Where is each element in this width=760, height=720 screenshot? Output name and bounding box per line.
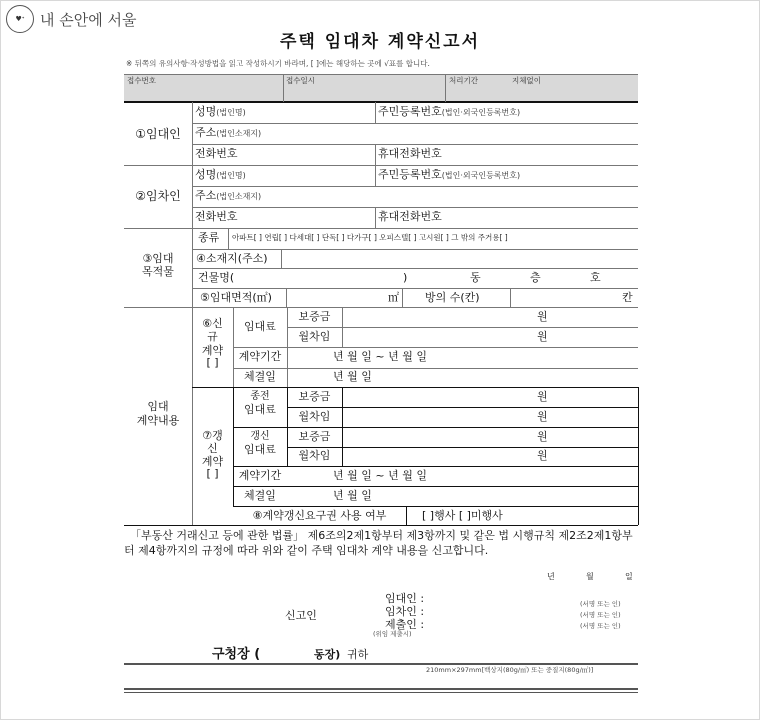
divider (124, 74, 638, 75)
form-note: ※ 뒤쪽의 유의사항·작성방법을 읽고 작성하시기 바라며, [ ]에는 해당하는 곳에 √표를 합니다. (126, 59, 430, 68)
divider (510, 288, 511, 307)
lessee-name-field[interactable] (195, 169, 246, 180)
statement-line-2: 터 제4항까지의 규정에 따라 위와 같이 주택 임대차 계약 내용을 신고합니다. (124, 544, 489, 557)
divider (192, 387, 638, 388)
receipt-no-label: 접수번호 (127, 76, 156, 85)
renewal-checkbox[interactable]: [ ] (206, 467, 219, 480)
property-type-options[interactable]: 아파트[ ] 연립[ ] 다세대[ ] 단독[ ] 다가구[ ] 오피스텔[ ] 고시원[ ] 그 밖의 주거용[ ] (232, 233, 508, 242)
divider (638, 387, 639, 525)
new-period-value[interactable]: 년 월 일 ~ 년 월 일 (333, 350, 427, 363)
property-label-2: 목적물 (142, 265, 174, 278)
statement-line-1: 「부동산 거래신고 등에 관한 법률」 제6조의2제1항부터 제3항까지 및 같은 법 시행규칙 제2조2제1항부 (130, 529, 633, 542)
paper-spec: 210mm×297mm[백상지(80g/㎡) 또는 중질지(80g/㎡)] (426, 666, 594, 674)
divider (124, 525, 638, 526)
divider (283, 74, 284, 102)
processing-period-label: 처리기간 (449, 76, 478, 85)
addressee-dong: 동장) (314, 648, 341, 661)
area-unit: ㎡ (388, 291, 399, 304)
building-name-close: ) (403, 271, 408, 284)
area-label: ⑤임대면적(㎡) (200, 291, 272, 304)
renew-monthly-label: 월차임 (298, 449, 331, 462)
divider (287, 407, 638, 408)
new-contract-label-1: ⑥신 (202, 317, 223, 330)
renew-deposit-label: 보증금 (298, 430, 331, 443)
field-sublabel: (법인소재지) (216, 192, 262, 201)
divider (124, 307, 638, 308)
lessor-address-field[interactable] (195, 127, 261, 138)
addressee-suffix: 귀하 (347, 648, 369, 661)
date-day[interactable]: 일 (625, 572, 633, 581)
lessee-id-field[interactable] (378, 169, 520, 180)
divider (375, 102, 376, 123)
divider (375, 207, 376, 228)
new-rent-label-1: 갱신 (250, 431, 270, 442)
rooms-unit: 칸 (622, 291, 633, 304)
reporter-submitter[interactable]: 제출인 : (385, 618, 425, 631)
field-sublabel: (법인명) (216, 171, 246, 180)
renewal-signed-label: 체결일 (244, 489, 276, 502)
lessor-mobile-field[interactable]: 휴대전화번호 (378, 147, 442, 160)
divider (124, 688, 638, 690)
divider (192, 123, 638, 124)
lessor-phone-field[interactable]: 전화번호 (195, 147, 238, 160)
divider (124, 692, 638, 693)
renewal-label-1: ⑦갱 (202, 429, 223, 442)
new-contract-label-3: 계약 (201, 344, 224, 357)
processing-period-value: 지체없이 (512, 76, 541, 85)
reporter-label: 신고인 (285, 609, 317, 622)
divider (192, 186, 638, 187)
divider (233, 506, 638, 507)
renewal-signed-value[interactable]: 년 월 일 (333, 489, 372, 502)
divider (406, 506, 407, 525)
field-label: 주민등록번호 (378, 168, 442, 181)
renewal-period-value[interactable]: 년 월 일 ~ 년 월 일 (333, 469, 427, 482)
divider (124, 663, 638, 665)
divider (192, 144, 638, 145)
divider (124, 101, 638, 103)
field-sublabel: (법인·외국인등록번호) (441, 108, 521, 117)
divider (192, 249, 638, 250)
divider (402, 288, 403, 307)
receipt-date-label: 접수일시 (286, 76, 315, 85)
ho-label: 호 (590, 271, 601, 284)
renewal-label-2: 신 (207, 442, 218, 455)
date-year[interactable]: 년 (547, 572, 555, 581)
new-deposit-won: 원 (537, 310, 548, 323)
divider (286, 288, 287, 307)
property-location-label: ④소재지(주소) (196, 252, 268, 265)
renewal-label-3: 계약 (201, 455, 224, 468)
addressee-head: 구청장 ( (212, 647, 261, 662)
divider (228, 228, 229, 249)
lessee-sign: (서명 또는 인) (580, 611, 621, 619)
header-row (124, 74, 638, 102)
lessee-phone-field[interactable]: 전화번호 (195, 210, 238, 223)
divider (124, 165, 638, 166)
form-title: 주택 임대차 계약신고서 (279, 32, 481, 52)
divider (192, 268, 638, 269)
divider (281, 249, 282, 268)
prev-monthly-won: 원 (537, 410, 548, 423)
new-monthly-won: 원 (537, 330, 548, 343)
field-label: 주민등록번호 (378, 105, 442, 118)
new-period-label: 계약기간 (238, 350, 282, 363)
divider (124, 228, 638, 229)
date-month[interactable]: 월 (586, 572, 594, 581)
lessee-label: ②임차인 (135, 189, 181, 203)
contract-label-1: 임대 (147, 400, 169, 413)
divider (233, 347, 638, 348)
new-signed-label: 체결일 (244, 370, 276, 383)
divider (192, 207, 638, 208)
property-label-1: ③임대 (142, 252, 174, 265)
renewal-right-label: ⑧계약갱신요구권 사용 여부 (252, 509, 387, 522)
renewal-period-label: 계약기간 (238, 469, 282, 482)
new-monthly-label: 월차임 (298, 330, 331, 343)
contract-label-2: 계약내용 (136, 414, 180, 427)
new-deposit-label: 보증금 (298, 310, 331, 323)
field-sublabel: (법인소재지) (216, 129, 262, 138)
renewal-right-options[interactable]: [ ]행사 [ ]미행사 (422, 509, 503, 522)
building-name-label: 건물명( (198, 271, 235, 284)
renew-monthly-won: 원 (537, 449, 548, 462)
prev-rent-label-2: 임대료 (244, 403, 276, 416)
dong-label: 동 (470, 271, 481, 284)
divider (192, 288, 638, 289)
prev-rent-label-1: 종전 (250, 391, 270, 402)
divider (233, 368, 638, 369)
reporter-lessor[interactable]: 임대인 : (385, 592, 425, 605)
rooms-label: 방의 수(칸) (425, 291, 480, 304)
prev-deposit-label: 보증금 (298, 390, 331, 403)
floor-label: 층 (530, 271, 541, 284)
new-contract-checkbox[interactable]: [ ] (206, 356, 219, 369)
divider (287, 327, 638, 328)
lessee-address-field[interactable] (195, 190, 261, 201)
divider (287, 347, 288, 387)
divider (375, 144, 376, 186)
field-label: 주소 (195, 189, 217, 202)
divider (287, 447, 638, 448)
divider (233, 486, 638, 487)
field-label: 주소 (195, 126, 217, 139)
brand-name: 내 손안에 서울 (40, 10, 137, 29)
new-rent-label: 임대료 (244, 320, 276, 333)
renew-deposit-won: 원 (537, 430, 548, 443)
lessor-name-field[interactable] (195, 106, 246, 117)
seoul-logo-icon: ♥ᐩ (6, 5, 34, 33)
field-sublabel: (법인·외국인등록번호) (441, 171, 521, 180)
lessor-id-field[interactable] (378, 106, 520, 117)
submitter-sign: (서명 또는 인) (580, 622, 621, 630)
submitter-note: (위임 제출시) (373, 630, 412, 638)
lessee-mobile-field[interactable]: 휴대전화번호 (378, 210, 442, 223)
divider (233, 466, 638, 467)
prev-deposit-won: 원 (537, 390, 548, 403)
reporter-lessee[interactable]: 임차인 : (385, 605, 425, 618)
lessor-label: ①임대인 (135, 127, 181, 141)
property-type-label: 종류 (198, 231, 220, 244)
new-signed-value[interactable]: 년 월 일 (333, 370, 372, 383)
field-label: 성명 (195, 105, 217, 118)
lessor-sign: (서명 또는 인) (580, 600, 621, 608)
new-rent-label-2: 임대료 (244, 443, 276, 456)
divider (233, 427, 638, 428)
new-contract-label-2: 규 (207, 330, 218, 343)
divider (445, 74, 446, 102)
prev-monthly-label: 월차임 (298, 410, 331, 423)
field-sublabel: (법인명) (216, 108, 246, 117)
field-label: 성명 (195, 168, 217, 181)
